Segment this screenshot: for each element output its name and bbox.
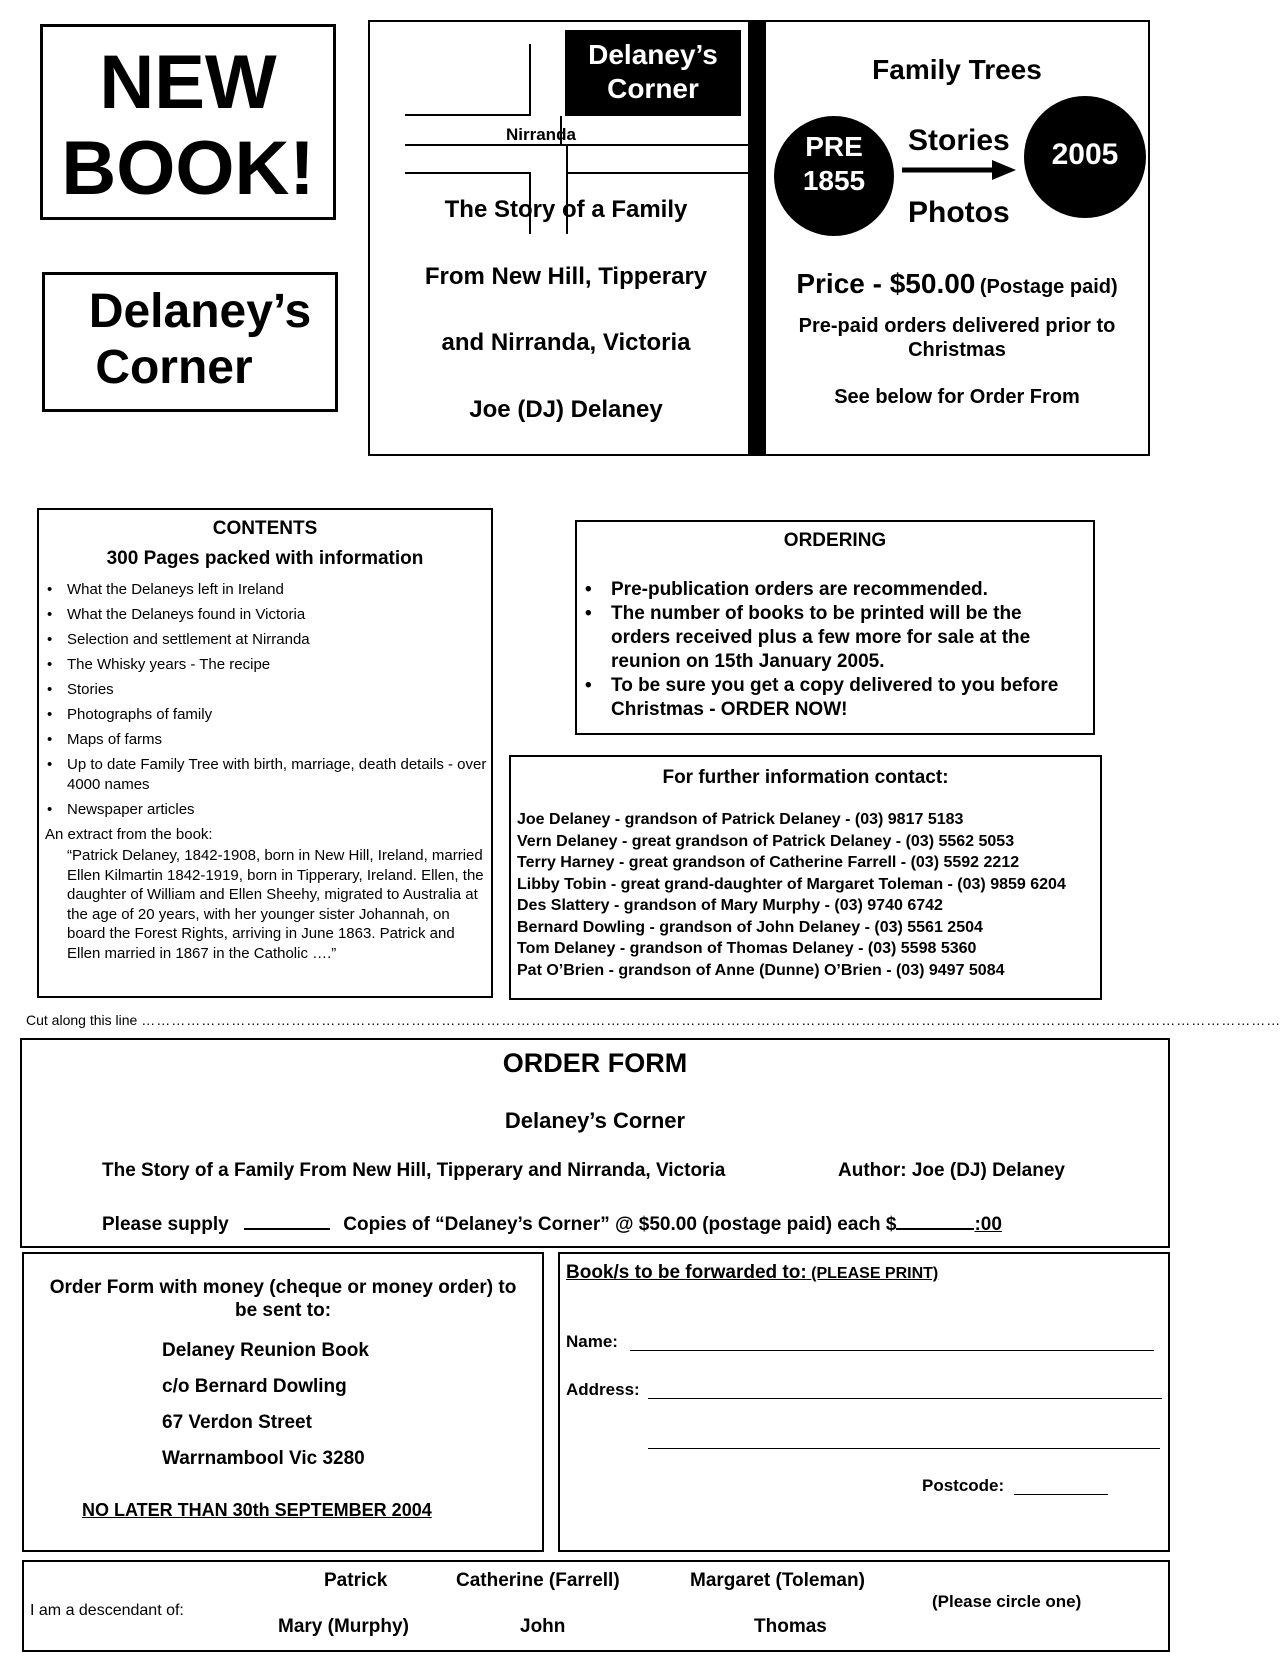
list-item-text: The number of books to be printed will be the orders received plus a few more for sale at the reunion on 15th January 2005. (611, 603, 1031, 672)
name-field[interactable] (630, 1350, 1154, 1351)
map-road-line (405, 114, 529, 116)
contact-row: Joe Delaney - grandson of Patrick Delaney - (03) 9817 5183 (517, 811, 964, 828)
map-road-line (529, 44, 531, 116)
postcode-label: Postcode: (922, 1476, 1005, 1495)
map-road-label: Nirranda (506, 125, 576, 144)
stories-label: Stories (908, 124, 1010, 157)
bullet: • (585, 579, 592, 600)
ancestor-option[interactable]: Margaret (Toleman) (690, 1570, 865, 1591)
new-book-banner (40, 24, 336, 220)
ancestor-option[interactable]: Thomas (754, 1616, 827, 1637)
promo-heading: Family Trees (872, 54, 1042, 85)
ordering-box (575, 520, 1095, 735)
banner-line-2: BOOK! (61, 126, 315, 211)
pre-1855-circle (774, 116, 894, 236)
contact-row: Terry Harney - great grandson of Catherine Farrell - (03) 5592 2212 (517, 854, 1020, 871)
bullet: • (47, 731, 53, 748)
contact-row: Vern Delaney - great grandson of Patrick Delaney - (03) 5562 5053 (517, 832, 1015, 850)
title-line-2: Corner (95, 341, 253, 394)
bullet: • (585, 603, 592, 624)
bullet: • (47, 606, 53, 623)
price-line (764, 268, 1150, 300)
ancestor-option[interactable]: John (520, 1616, 566, 1637)
list-item-text: Maps of farms (67, 731, 163, 748)
postcode-field[interactable] (1014, 1494, 1108, 1495)
map-road-line (405, 172, 529, 174)
book-subtitle-line-2: From New Hill, Tipperary (424, 263, 708, 290)
ordering-list (585, 578, 1085, 722)
list-item-text: To be sure you get a copy delivered to you before Christmas - ORDER NOW! (611, 675, 1059, 720)
list-item (47, 755, 487, 795)
logo-box (565, 30, 741, 116)
address-line-3: 67 Verdon Street (162, 1412, 312, 1433)
circle-year-label: 1855 (802, 165, 866, 196)
logo-line-2: Corner (607, 73, 699, 104)
name-label: Name: (566, 1332, 618, 1351)
contact-row: Tom Delaney - grandson of Thomas Delaney - (03) 5598 5360 (517, 940, 977, 957)
send-to-box (22, 1252, 544, 1552)
descendant-box (22, 1560, 1170, 1652)
copies-field[interactable] (244, 1210, 330, 1230)
title-box (42, 272, 338, 412)
bullet: • (47, 706, 53, 723)
list-item (585, 578, 1085, 602)
list-item-text: Photographs of family (67, 706, 213, 723)
address-field-line-2[interactable] (648, 1448, 1160, 1449)
contact-row: Libby Tobin - great grand-daughter of Margaret Toleman - (03) 9859 6204 (517, 875, 1066, 893)
amount-cents: :00 (974, 1214, 1002, 1235)
contents-box (37, 508, 493, 998)
list-item-text: Up to date Family Tree with birth, marriage, death details - over 4000 names (67, 756, 487, 793)
bullet: • (47, 656, 53, 673)
send-to-intro: Order Form with money (cheque or money order) to be sent to: (49, 1277, 517, 1321)
order-form-subtitle: The Story of a Family From New Hill, Tipperary and Nirranda, Victoria (102, 1160, 726, 1181)
extract-label: An extract from the book: (45, 826, 213, 843)
address-field[interactable] (648, 1398, 1162, 1399)
address-label: Address: (566, 1380, 640, 1399)
list-item (47, 680, 487, 700)
contacts-box (509, 755, 1102, 1000)
list-item (47, 705, 487, 725)
list-item (47, 730, 487, 750)
bullet: • (47, 756, 53, 773)
contents-heading: CONTENTS (212, 518, 318, 539)
ordering-heading: ORDERING (783, 530, 887, 551)
address-line-4: Warrnambool Vic 3280 (162, 1448, 365, 1469)
order-form-heading: ORDER FORM (502, 1048, 688, 1078)
circle-pre-label: PRE (805, 131, 863, 162)
book-subtitle-line-1: The Story of a Family (444, 196, 688, 223)
forward-heading (566, 1262, 938, 1284)
bullet: • (585, 675, 592, 696)
order-form-author: Author: Joe (DJ) Delaney (838, 1160, 1065, 1181)
circle-2005-label: 2005 (1051, 138, 1119, 171)
list-item (47, 580, 487, 600)
bullet: • (47, 801, 53, 818)
list-item (47, 630, 487, 650)
map-road-line (566, 172, 757, 174)
book-subtitle-line-3: and Nirranda, Victoria (441, 329, 691, 356)
contents-list (47, 580, 487, 825)
ancestor-option[interactable]: Patrick (324, 1570, 388, 1591)
dotted-line: ………………………………………………………………………………………………………………………………………………………………………………………………………… (141, 1012, 1281, 1028)
contact-row: Bernard Dowling - grandson of John Delaney - (03) 5561 2504 (517, 918, 983, 936)
year-2005-circle (1024, 96, 1146, 218)
book-author: Joe (DJ) Delaney (469, 396, 663, 423)
list-item (47, 605, 487, 625)
forward-to-box (558, 1252, 1170, 1552)
list-item (47, 655, 487, 675)
map-road-line (405, 144, 757, 146)
list-item (47, 800, 487, 820)
descendant-label: I am a descendant of: (30, 1602, 184, 1619)
quantity-row (102, 1210, 1002, 1236)
list-item-text: The Whisky years - The recipe (67, 656, 271, 673)
photos-label: Photos (908, 196, 1010, 229)
copies-label: Copies of “Delaney’s Corner” @ $50.00 (postage paid) each $ (343, 1214, 897, 1235)
ancestor-option[interactable]: Mary (Murphy) (278, 1616, 409, 1637)
cut-line (26, 1012, 1281, 1028)
bullet: • (47, 681, 53, 698)
ancestor-option[interactable]: Catherine (Farrell) (456, 1570, 620, 1591)
cut-line-label: Cut along this line (26, 1012, 138, 1028)
price-note: (Postage paid) (979, 276, 1118, 298)
logo-line-1: Delaney’s (588, 39, 718, 70)
prepaid-note: Pre-paid orders delivered prior to Christmas (798, 315, 1116, 361)
address-line-1: Delaney Reunion Book (162, 1340, 369, 1361)
bullet: • (47, 631, 53, 648)
list-item-text: Selection and settlement at Nirranda (67, 631, 310, 648)
contact-row: Pat O’Brien - grandson of Anne (Dunne) O’Brien - (03) 9497 5084 (517, 961, 1005, 979)
list-item-text: Pre-publication orders are recommended. (611, 579, 988, 600)
list-item-text: Newspaper articles (67, 801, 195, 818)
extract-text: “Patrick Delaney, 1842-1908, born in New Hill, Ireland, married Ellen Kilmartin 1842-1919, born in Tipperary, Ireland. Ellen, the daughter of William and Ellen Sheehy, migrated to Australia at the age of 20 years, with her younger sister Johannah, on board the Forest Rights, arriving in June 1863. Patrick and Ellen married in 1867 in the Catholic ….” (67, 847, 484, 962)
order-form-book: Delaney’s Corner (504, 1108, 686, 1133)
contents-subheading: 300 Pages packed with information (106, 548, 424, 569)
contact-row: Des Slattery - grandson of Mary Murphy - (03) 9740 6742 (517, 897, 943, 914)
circle-one-note: (Please circle one) (932, 1592, 1082, 1611)
contacts-heading: For further information contact: (662, 767, 949, 788)
forward-heading-note: (PLEASE PRINT) (811, 1265, 939, 1282)
order-form-pointer: See below for Order From (834, 386, 1080, 408)
bullet: • (47, 581, 53, 598)
please-supply-label: Please supply (102, 1214, 229, 1235)
list-item-text: What the Delaneys left in Ireland (67, 581, 284, 598)
deadline-note: NO LATER THAN 30th SEPTEMBER 2004 (82, 1500, 432, 1520)
banner-line-1: NEW (99, 40, 277, 125)
list-item-text: What the Delaneys found in Victoria (67, 606, 306, 623)
order-form-box (20, 1038, 1170, 1248)
price-main: Price - $50.00 (796, 268, 976, 299)
forward-heading-text: Book/s to be forwarded to: (566, 1262, 807, 1283)
list-item (585, 602, 1085, 674)
list-item (585, 674, 1085, 722)
arrow-right-icon (900, 158, 1018, 182)
address-line-2: c/o Bernard Dowling (162, 1376, 347, 1397)
title-line-1: Delaney’s (88, 285, 312, 338)
list-item-text: Stories (67, 681, 114, 698)
amount-field[interactable] (896, 1210, 974, 1230)
